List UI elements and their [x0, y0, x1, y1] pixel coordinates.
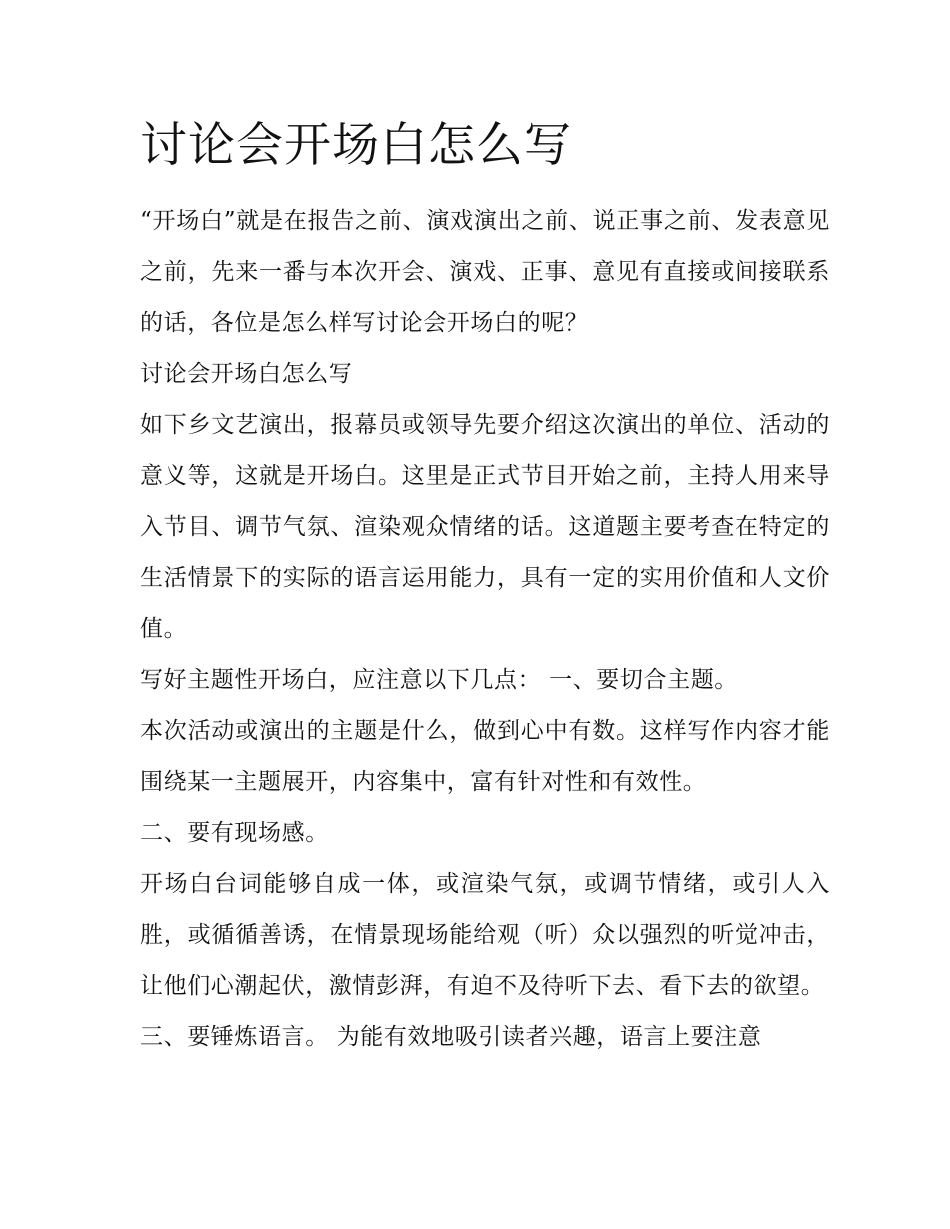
paragraph-point-1-heading: 写好主题性开场白，应注意以下几点： 一、要切合主题。	[140, 667, 738, 693]
document-body	[140, 196, 830, 1063]
paragraph-subheading: 讨论会开场白怎么写	[140, 361, 353, 387]
paragraph-point-3: 三、要锤炼语言。 为能有效地吸引读者兴趣，语言上要注意	[140, 1024, 762, 1050]
paragraph-point-2-heading: 二、要有现场感。	[140, 820, 329, 846]
paragraph-intro: “开场白”就是在报告之前、演戏演出之前、说正事之前、发表意见之前，先来一番与本次开会、演戏、正事、意见有直接或间接联系的话，各位是怎么样写讨论会开场白的呢？	[140, 208, 830, 336]
paragraph-example: 如下乡文艺演出，报幕员或领导先要介绍这次演出的单位、活动的意义等，这就是开场白。这里是正式节目开始之前，主持人用来导入节目、调节气氛、渲染观众情绪的话。这道题主要考查在特定的生活情景下的实际的语言运用能力，具有一定的实用价值和人文价值。	[140, 412, 830, 642]
document-title: 讨论会开场白怎么写	[140, 118, 572, 173]
paragraph-point-1-body: 本次活动或演出的主题是什么，做到心中有数。这样写作内容才能围绕某一主题展开，内容集中，富有针对性和有效性。	[140, 718, 830, 795]
paragraph-point-2-body: 开场白台词能够自成一体，或渲染气氛，或调节情绪，或引人入胜，或循循善诱，在情景现场能给观（听）众以强烈的听觉冲击，让他们心潮起伏，激情彭湃，有迫不及待听下去、看下去的欲望。	[140, 871, 830, 999]
